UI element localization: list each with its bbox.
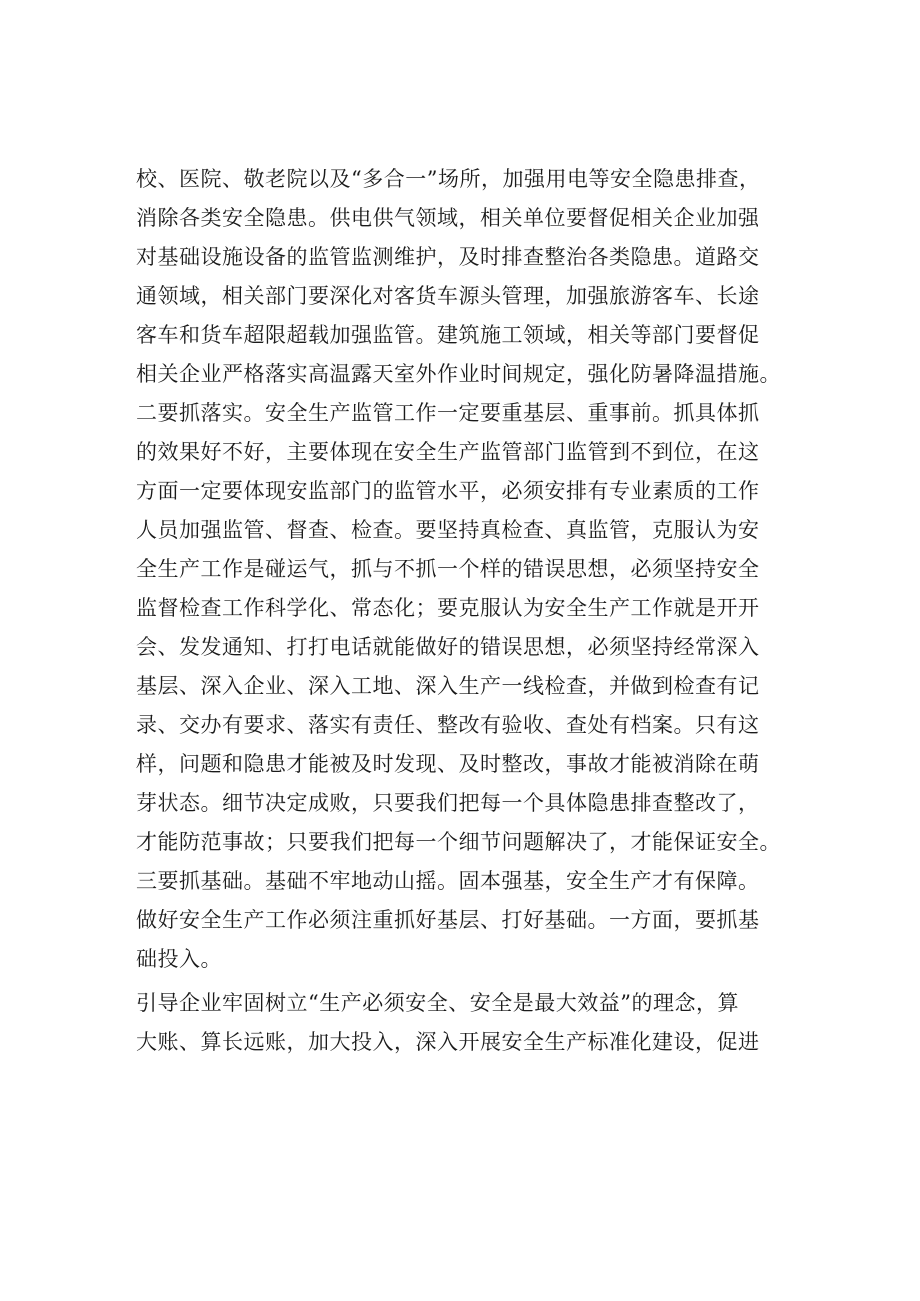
text-line: 做好安全生产工作必须注重抓好基层、打好基础。一方面，要抓基 <box>136 908 760 932</box>
text-line: 芽状态。细节决定成败，只要我们把每一个具体隐患排查整改了， <box>136 791 760 815</box>
text-line: 相关企业严格落实高温露天室外作业时间规定，强化防暑降温措施。 <box>136 362 781 386</box>
text-line: 础投入。 <box>136 947 222 971</box>
text-line: 录、交办有要求、落实有责任、整改有验收、查处有档案。只有这 <box>136 713 760 737</box>
text-line: 方面一定要体现安监部门的监管水平，必须安排有专业素质的工作 <box>136 479 760 503</box>
text-line: 校、医院、敬老院以及“多合一”场所，加强用电等安全隐患排查， <box>136 167 761 191</box>
text-line: 人员加强监管、督查、检查。要坚持真检查、真监管，克服认为安 <box>136 518 760 542</box>
text-line: 消除各类安全隐患。供电供气领域，相关单位要督促相关企业加强 <box>136 206 760 230</box>
text-line: 全生产工作是碰运气，抓与不抓一个样的错误思想，必须坚持安全 <box>136 557 760 581</box>
text-line: 监督检查工作科学化、常态化；要克服认为安全生产工作就是开开 <box>136 596 760 620</box>
text-line: 对基础设施设备的监管监测维护，及时排查整治各类隐患。道路交 <box>136 245 760 269</box>
text-line: 客车和货车超限超载加强监管。建筑施工领域，相关等部门要督促 <box>136 323 760 347</box>
text-line: 三要抓基础。基础不牢地动山摇。固本强基，安全生产才有保障。 <box>136 869 760 893</box>
text-line: 二要抓落实。安全生产监管工作一定要重基层、重事前。抓具体抓 <box>136 401 760 425</box>
text-line: 通领域，相关部门要深化对客货车源头管理，加强旅游客车、长途 <box>136 284 760 308</box>
text-line: 才能防范事故；只要我们把每一个细节问题解决了，才能保证安全。 <box>136 830 781 854</box>
text-line: 引导企业牢固树立“生产必须安全、安全是最大效益”的理念，算 <box>136 991 739 1015</box>
text-line: 样，问题和隐患才能被及时发现、及时整改，事故才能被消除在萌 <box>136 752 760 776</box>
text-line: 大账、算长远账，加大投入，深入开展安全生产标准化建设，促进 <box>136 1030 760 1054</box>
text-line: 会、发发通知、打打电话就能做好的错误思想，必须坚持经常深入 <box>136 635 760 659</box>
text-line: 基层、深入企业、深入工地、深入生产一线检查，并做到检查有记 <box>136 674 760 698</box>
text-line: 的效果好不好，主要体现在安全生产监管部门监管到不到位，在这 <box>136 440 760 464</box>
body-text <box>136 160 816 1062</box>
